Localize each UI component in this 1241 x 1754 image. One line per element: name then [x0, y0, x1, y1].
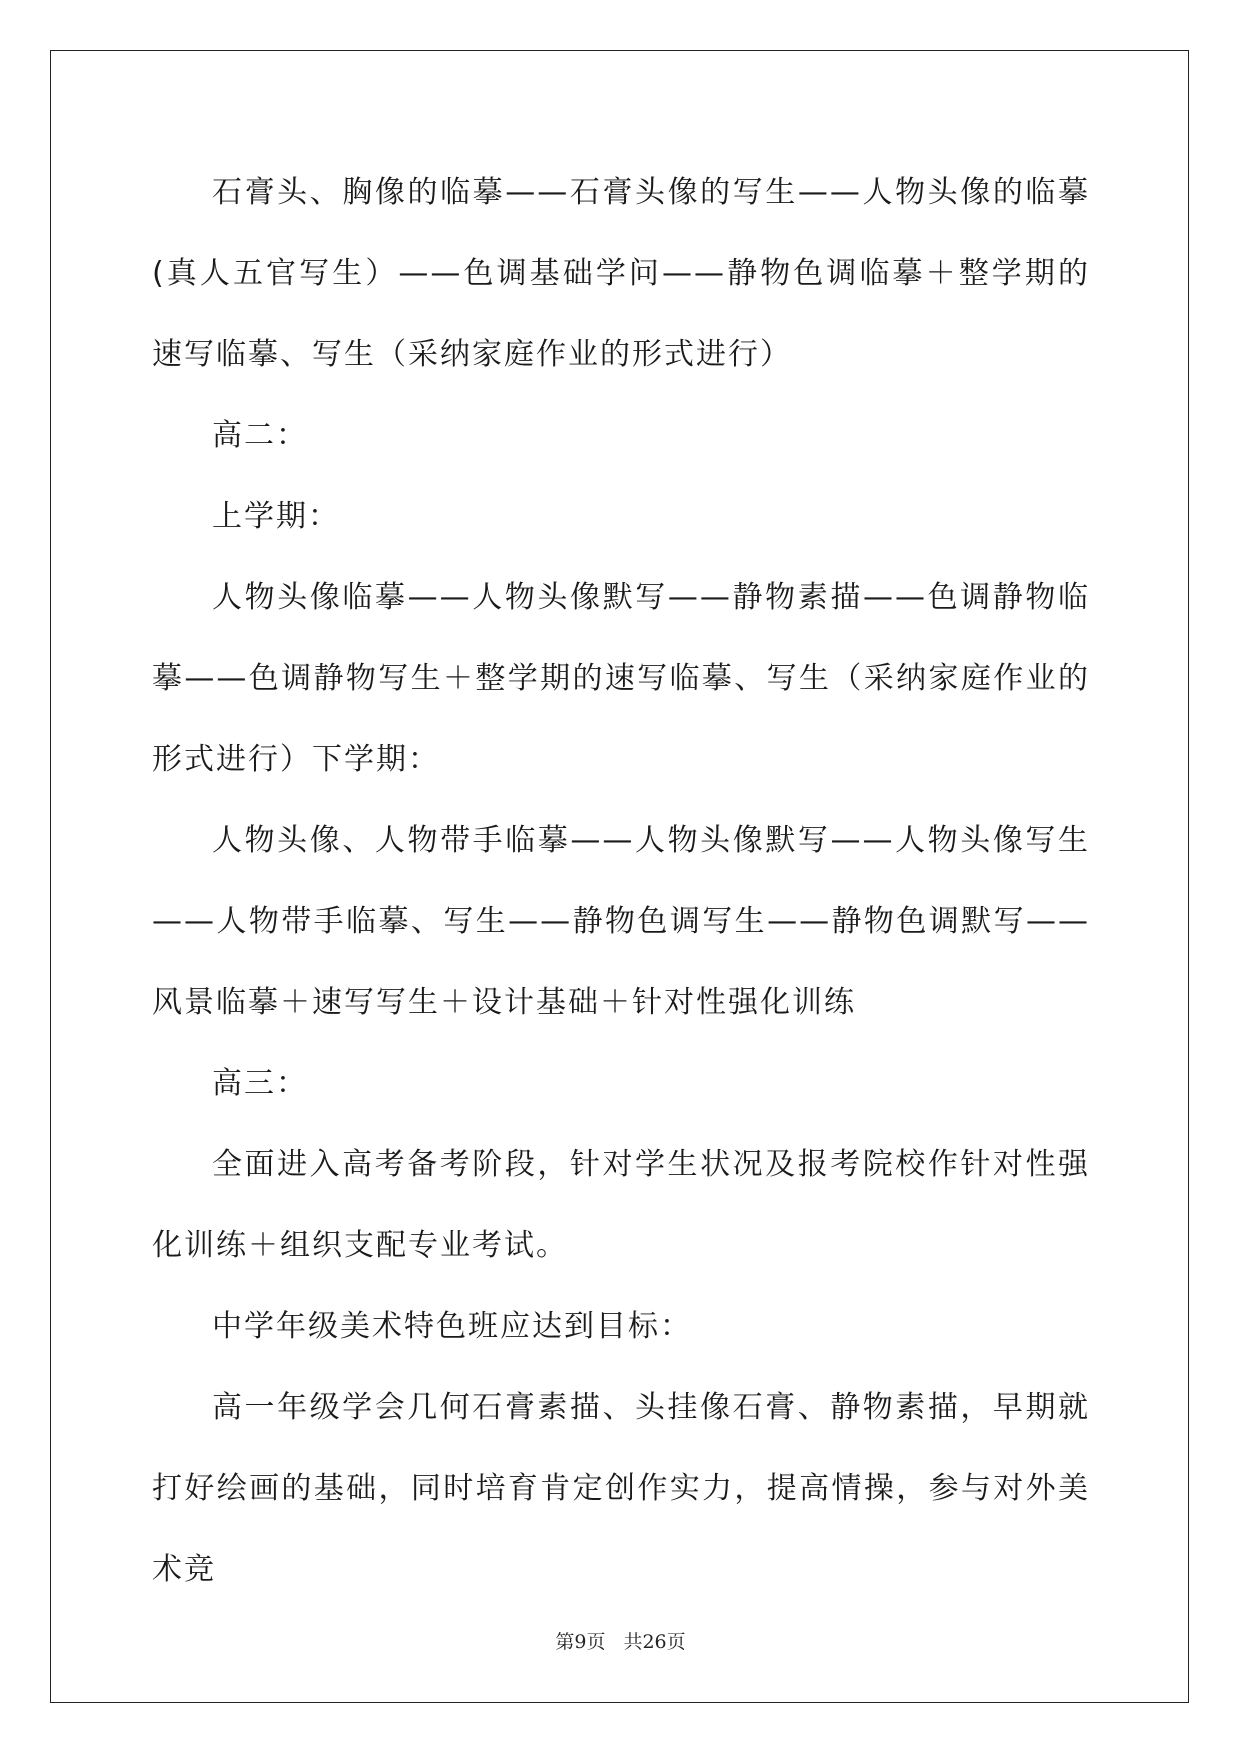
paragraph-7: 全面进入高考备考阶段，针对学生状况及报考院校作针对性强化训练＋组织支配专业考试。 — [152, 1147, 1090, 1263]
document-body — [152, 152, 1090, 1610]
paragraph-9: 高一年级学会几何石膏素描、头挂像石膏、静物素描，早期就打好绘画的基础，同时培育肯定创作实力，提高情操，参与对外美术竞 — [152, 1390, 1090, 1587]
paragraph-3-heading: 上学期： — [212, 499, 340, 534]
paragraph-6-heading: 高三： — [212, 1066, 308, 1101]
paragraph-4: 人物头像临摹——人物头像默写——静物素描——色调静物临摹——色调静物写生＋整学期的速写临摹、写生（采纳家庭作业的形式进行）下学期： — [152, 580, 1090, 777]
paragraph-8: 中学年级美术特色班应达到目标： — [212, 1309, 692, 1344]
page-footer — [0, 1630, 1241, 1654]
paragraph-1: 石膏头、胸像的临摹——石膏头像的写生——人物头像的临摹(真人五官写生）——色调基础学问——静物色调临摹＋整学期的速写临摹、写生（采纳家庭作业的形式进行） — [152, 175, 1090, 372]
paragraph-5: 人物头像、人物带手临摹——人物头像默写——人物头像写生——人物带手临摹、写生——静物色调写生——静物色调默写——风景临摹＋速写写生＋设计基础＋针对性强化训练 — [152, 823, 1090, 1020]
page-total: 共26页 — [623, 1631, 686, 1653]
paragraph-2-heading: 高二： — [212, 418, 308, 453]
page-number: 第9页 — [555, 1631, 606, 1653]
